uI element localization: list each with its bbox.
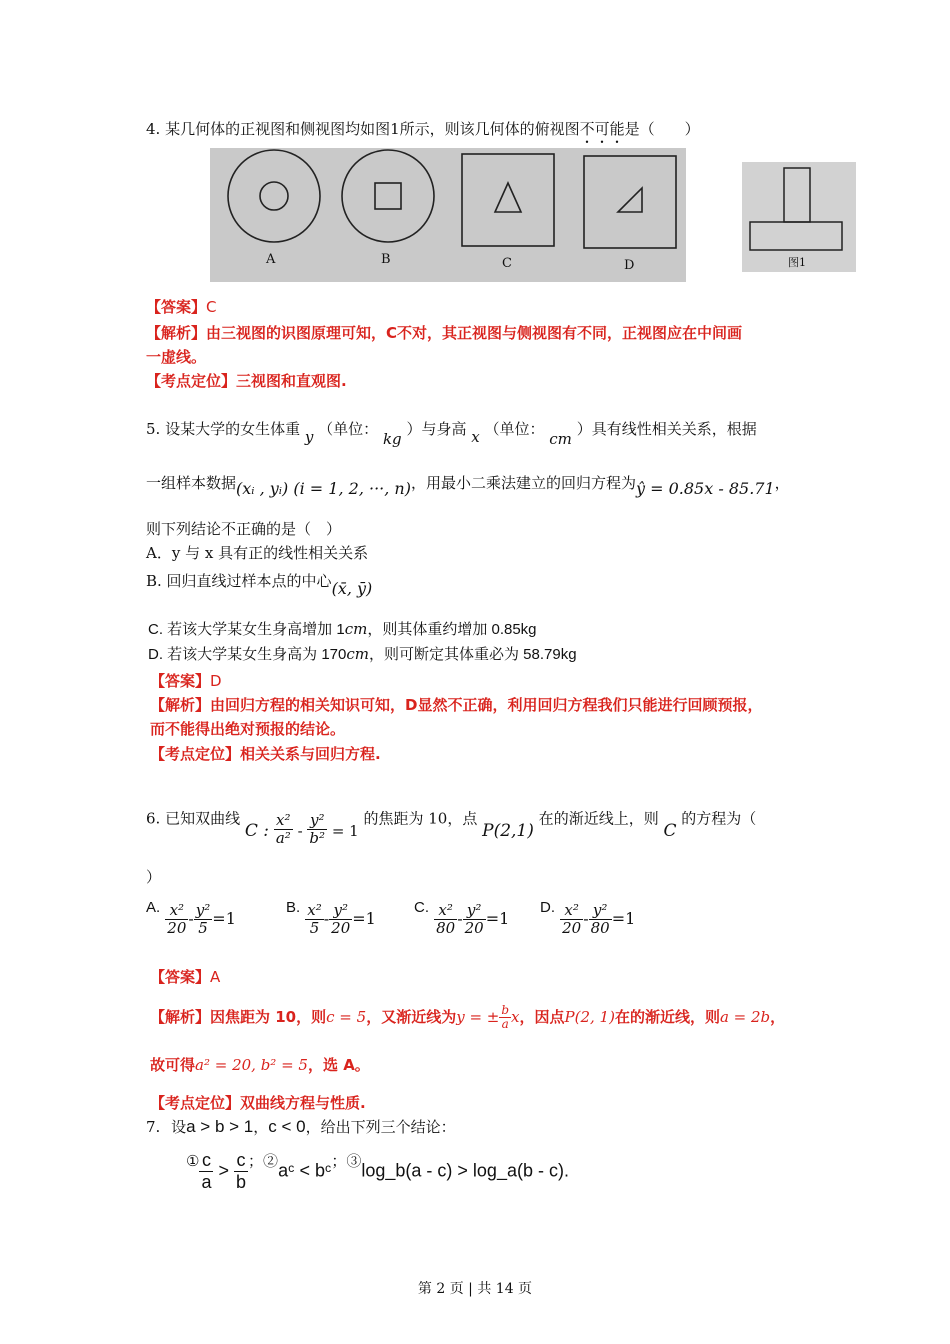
q5-option-b: B. 回归直线过样本点的中心(x̄, ȳ) [146, 572, 373, 598]
q5-topic: 【考点定位】相关关系与回归方程. [150, 745, 381, 763]
option-d-view [584, 156, 676, 248]
q4-stem: 4. 某几何体的正视图和侧视图均如图1所示，则该几何体的俯视图不可能是（ ） [146, 120, 700, 138]
q5-line1: 5. 设某大学的女生体重 y （单位： kg ）与身高 x （单位： cm ）具有线性相关关系，根据 [146, 420, 757, 448]
q4-label-a: A [266, 252, 276, 267]
q5-analysis: 【解析】由回归方程的相关知识可知，D显然不正确，利用回归方程我们只能进行回顾预报， [150, 696, 763, 714]
q5-option-d: D. 若该大学某女生身高为 170cm，则可断定其体重必为 58.79kg [148, 645, 577, 663]
q5-line2: 一组样本数据(xᵢ , yᵢ) (i = 1, 2, ···, n)，用最小二乘法建立的回归方程为ŷ = 0.85x - 85.71， [146, 474, 790, 498]
q5-option-a: A．y 与 x 具有正的线性相关关系 [146, 544, 369, 562]
q6-options [146, 899, 706, 952]
q4-options-svg [210, 148, 686, 282]
q4-number: 4. [146, 120, 161, 138]
q4-analysis-line2: 一虚线。 [146, 348, 207, 366]
q6-frac-y: $\frac{\text{y²}}{\text{b²}}$ [309, 811, 326, 847]
q5-option-c: C. 若该大学某女生身高增加 1cm，则其体重约增加 0.85kg [148, 620, 537, 638]
q6-frac-x: $\frac{\text{x²}}{\text{a²}}$ [275, 811, 291, 847]
q4-emphasis: 不可能 [579, 120, 625, 138]
q7-conclusions: ① $\frac{c}{a}$ > $\frac{c}{b}$ ；②aᶜ < bᶜ；③log_b(a - c) > log_a(b - c). [186, 1150, 569, 1192]
q6-close-paren: ） [146, 868, 162, 886]
q6-topic: 【考点定位】双曲线方程与性质. [150, 1094, 366, 1112]
q4-answer: 【答案】C [146, 298, 217, 316]
q4-topic: 【考点定位】三视图和直观图. [146, 372, 347, 390]
q6-option-c: C. $\frac{\text{x²}}{80}$ - $\frac{\text{y²}}{20}$ =1 [414, 899, 510, 937]
option-b-view [342, 150, 434, 242]
q5-answer: 【答案】D [150, 672, 222, 690]
q6-option-b: B. $\frac{\text{x²}}{5}$ - $\frac{\text{y²}}{20}$ =1 [286, 899, 376, 937]
q6-option-a: A. $\frac{\text{x²}}{20}$ - $\frac{\text{y²}}{5}$ =1 [146, 899, 236, 937]
q7-frac-c-b: $\frac{c}{b}$ [236, 1150, 247, 1192]
figure-1-label: 图1 [788, 256, 806, 269]
q6-option-d: D. $\frac{\text{x²}}{20}$ - $\frac{\text{y²}}{80}$ =1 [540, 899, 636, 937]
option-c-view [462, 154, 554, 246]
q4-label-c: C [502, 256, 512, 271]
q7-frac-c-a: $\frac{c}{a}$ [201, 1150, 212, 1192]
q7-stem: 7. 设a > b > 1，c < 0，给出下列三个结论： [146, 1117, 456, 1136]
q6-answer: 【答案】A [150, 968, 221, 986]
q4-analysis: 【解析】由三视图的识图原理可知，C不对，其正视图与侧视图有不同，正视图应在中间画 [146, 324, 743, 342]
q6-analysis: 【解析】因焦距为 10，则c = 5，又渐近线为y = ± $\frac{b}{a}$ x，因点P(2, 1)在的渐近线，则a = 2b， [150, 1003, 786, 1031]
q4-label-b: B [381, 252, 391, 267]
q6-analysis-line2: 故可得a² = 20, b² = 5，选 A。 [150, 1056, 370, 1074]
q4-options-figure [210, 148, 686, 282]
q6-line1: 6. 已知双曲线 C : $\frac{\text{x²}}{\text{a²}}$ - $\frac{\text{y²}}{\text{b²}}$ = 1 的焦距为 10，点 P(2,1) 在的渐近线上，则 C 的方程为（ [146, 809, 757, 847]
q4-label-d: D [624, 258, 635, 273]
page-footer: 第 2 页 | 共 14 页 [417, 1281, 533, 1297]
q4-figure-1 [742, 162, 856, 272]
option-a-view [228, 150, 320, 242]
q5-line3: 则下列结论不正确的是（ ） [146, 520, 342, 538]
q5-analysis-line2: 而不能得出绝对预报的结论。 [150, 720, 346, 738]
regression-equation: ŷ = 0.85x - 85.71 [635, 479, 775, 498]
